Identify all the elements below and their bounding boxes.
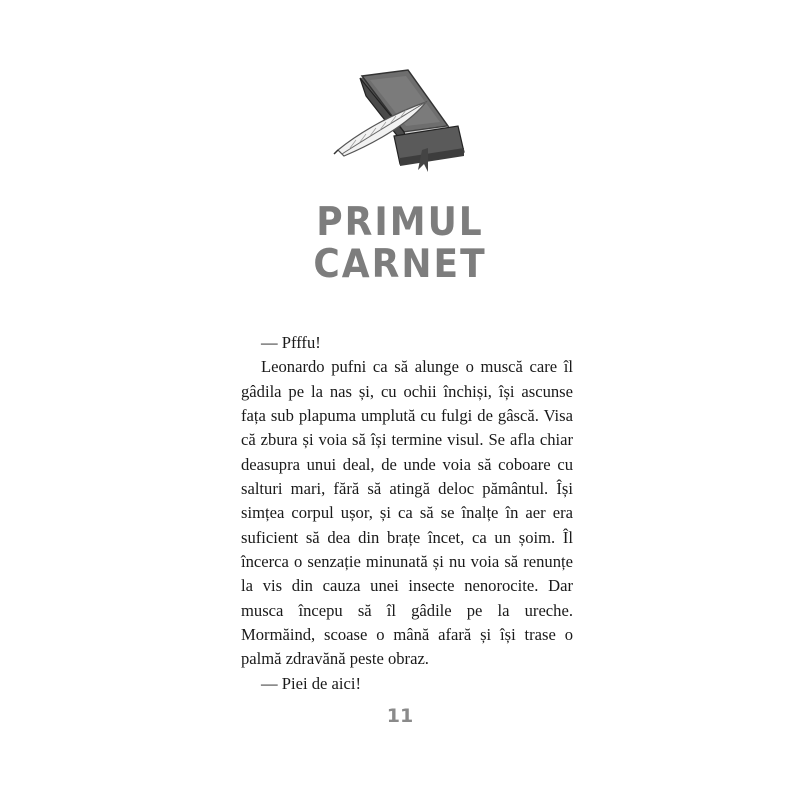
book-with-quill-icon [330, 66, 470, 176]
paragraph: — Pfffu! [261, 333, 321, 352]
body-text [241, 331, 573, 696]
page-number: 11 [386, 705, 414, 727]
paragraph: Leonardo pufni ca să alunge o muscă care îl gâdila pe la nas și, cu ochii închiși, își ascunse fața sub plapuma umplută cu fulgi de gâscă. Visa că zbura și voia să își termine visul. Se afla chiar deasupra unui deal, de unde voia să coboare cu salturi mari, fără să atingă deloc pământul. Își simțea corpul ușor, și ca să se înalțe în aer era suficient să dea din brațe încet, ca un șoim. Îl încerca o senzație minunată și nu voia să renunțe la vis din cauza unei insecte nenorocite. Dar musca începu să îl gâdile pe la ureche. Mormăind, scoase o mână afară și își trase o palmă zdravănă peste obraz. [241, 357, 573, 669]
chapter-title-line-1: PRIMUL [316, 200, 484, 245]
paragraph: — Piei de aici! [261, 673, 361, 693]
chapter-title-line-2: CARNET [313, 242, 487, 287]
chapter-title [0, 202, 800, 286]
